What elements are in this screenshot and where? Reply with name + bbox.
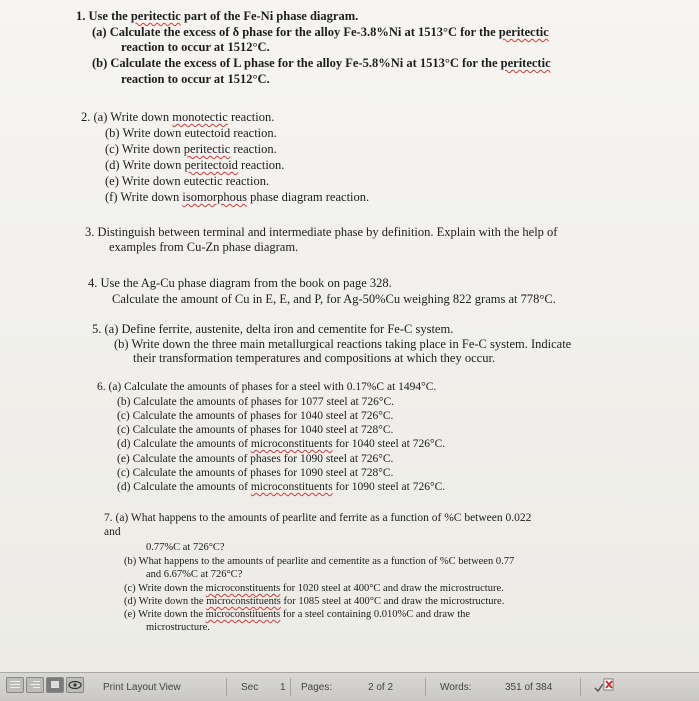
q7-a-and: and — [104, 526, 121, 538]
q1-b-line1: (b) Calculate the excess of L phase for the alloy Fe-5.8%Ni at 1513°C for the peritectic — [92, 56, 551, 70]
q6-c2: (c) Calculate the amounts of phases for 1040 steel at 728°C. — [117, 424, 394, 436]
q6-b: (b) Calculate the amounts of phases for 1077 steel at 726°C. — [117, 396, 395, 408]
pages-value: 2 of 2 — [368, 682, 394, 693]
q6-c1: (c) Calculate the amounts of phases for 1040 steel at 726°C. — [117, 410, 394, 422]
words-label[interactable]: Words: — [440, 682, 472, 693]
q7-a-line1: 7. (a) What happens to the amounts of pearlite and ferrite as a function of %C between 0.022 — [104, 512, 532, 524]
divider — [425, 678, 426, 696]
q2-b: (b) Write down eutectoid reaction. — [105, 126, 277, 140]
q7-e-line2: microstructure. — [146, 622, 210, 633]
q2-e: (e) Write down eutectic reaction. — [105, 174, 270, 188]
print-layout-view-button[interactable] — [46, 677, 64, 693]
divider — [290, 678, 291, 696]
status-bar — [0, 672, 699, 701]
q5-line3: their transformation temperatures and compositions at which they occur. — [133, 351, 496, 365]
section-label: Sec — [241, 682, 259, 693]
q2-f: (f) Write down isomorphous phase diagram reaction. — [105, 190, 370, 204]
q7-b-line2: and 6.67%C at 726°C? — [146, 569, 243, 580]
draft-view-button[interactable] — [6, 677, 24, 693]
outline-view-button[interactable] — [26, 677, 44, 693]
q2-c: (c) Write down peritectic reaction. — [105, 142, 277, 156]
q7-d: (d) Write down the microconstituents for 1085 steel at 400°C and draw the microstructure. — [124, 596, 505, 607]
q3-line1: 3. Distinguish between terminal and intermediate phase by definition. Explain with the help of — [85, 225, 558, 239]
q2-a: 2. (a) Write down monotectic reaction. — [81, 110, 275, 124]
words-value[interactable]: 351 of 384 — [505, 682, 553, 693]
q1-b-line2: reaction to occur at 1512°C. — [121, 72, 270, 86]
section-value: 1 — [280, 682, 286, 693]
q3-line2: examples from Cu-Zn phase diagram. — [109, 240, 299, 254]
q7-c: (c) Write down the microconstituents for 1020 steel at 400°C and draw the microstructure. — [124, 583, 504, 594]
q4-line1: 4. Use the Ag-Cu phase diagram from the book on page 328. — [88, 276, 392, 290]
q5-line2: (b) Write down the three main metallurgical reactions taking place in Fe-C system. Indicate — [114, 337, 572, 351]
q6-a: 6. (a) Calculate the amounts of phases for a steel with 0.17%C at 1494°C. — [97, 381, 437, 393]
q6-e1: (e) Calculate the amounts of phases for 1090 steel at 726°C. — [117, 453, 394, 465]
q2-d: (d) Write down peritectoid reaction. — [105, 158, 285, 172]
spelling-check-icon[interactable] — [593, 676, 617, 694]
view-name: Print Layout View — [103, 682, 181, 693]
q6-d2: (d) Calculate the amounts of microconstituents for 1090 steel at 726°C. — [117, 481, 446, 493]
q7-b-line1: (b) What happens to the amounts of pearlite and cementite as a function of %C between 0.77 — [124, 556, 515, 567]
q1-a-line1: (a) Calculate the excess of δ phase for the alloy Fe-3.8%Ni at 1513°C for the peritectic — [92, 25, 549, 39]
q7-a-line2: 0.77%C at 726°C? — [146, 542, 225, 553]
divider — [226, 678, 227, 696]
q1-a-line2: reaction to occur at 1512°C. — [121, 40, 270, 54]
divider — [580, 678, 581, 696]
q5-line1: 5. (a) Define ferrite, austenite, delta iron and cementite for Fe-C system. — [92, 322, 454, 336]
q4-line2: Calculate the amount of Cu in E, E, and P, for Ag-50%Cu weighing 822 grams at 778°C. — [112, 292, 556, 306]
q6-d1: (d) Calculate the amounts of microconstituents for 1040 steel at 726°C. — [117, 438, 446, 450]
q1-line: 1. Use the peritectic part of the Fe-Ni phase diagram. — [76, 9, 359, 23]
pages-label: Pages: — [301, 682, 333, 693]
q6-e2: (c) Calculate the amounts of phases for 1090 steel at 728°C. — [117, 467, 394, 479]
focus-view-button[interactable] — [66, 677, 84, 693]
eye-icon — [67, 678, 83, 692]
q7-e-line1: (e) Write down the microconstituents for a steel containing 0.010%C and draw the — [124, 609, 471, 620]
